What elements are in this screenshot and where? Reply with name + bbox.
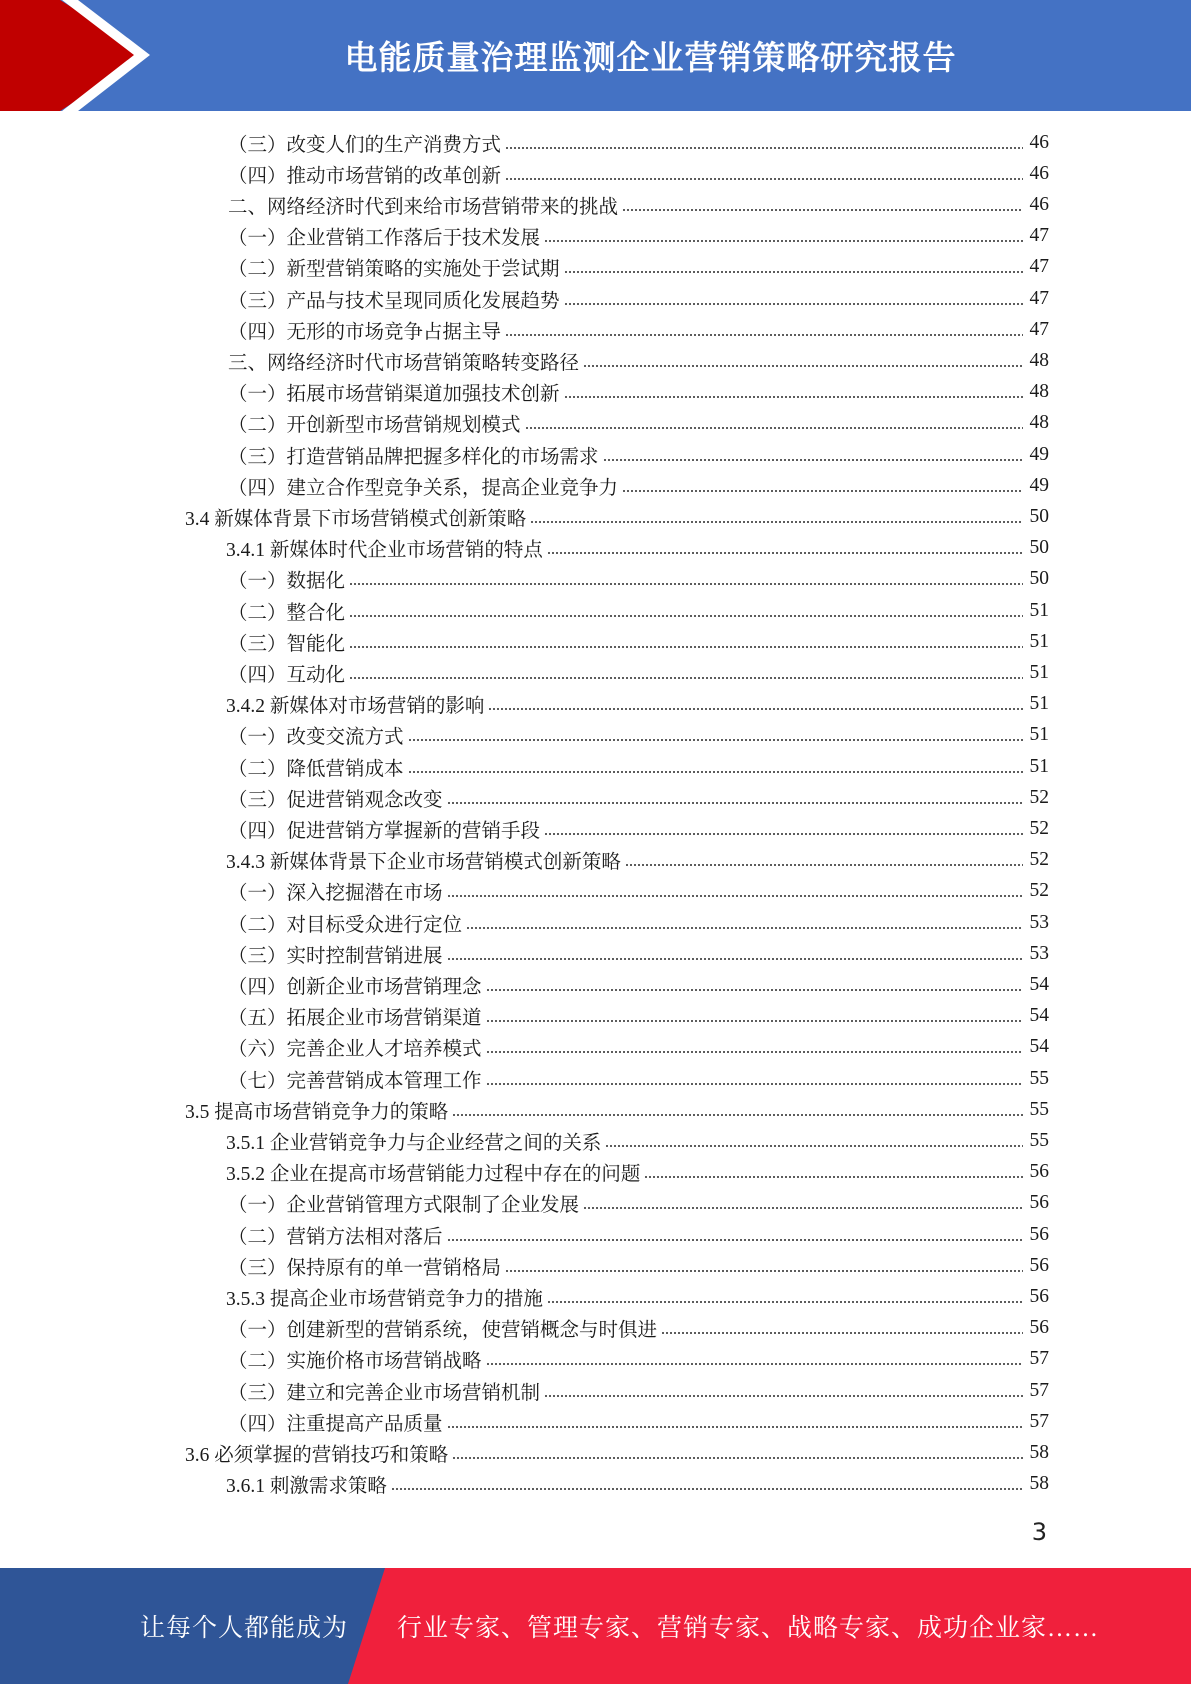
toc-dot-leader xyxy=(486,1017,1023,1025)
toc-entry[interactable] xyxy=(228,1344,1049,1375)
toc-dot-leader xyxy=(466,924,1023,932)
toc-entry-page: 51 xyxy=(1029,724,1049,746)
toc-entry[interactable] xyxy=(228,720,1049,751)
toc-dot-leader xyxy=(661,1329,1023,1337)
toc-entry-title: （一）企业营销管理方式限制了企业发展 xyxy=(228,1195,580,1217)
toc-entry[interactable] xyxy=(228,1219,1049,1250)
toc-entry-page: 56 xyxy=(1029,1223,1049,1245)
toc-entry-page: 50 xyxy=(1029,505,1049,527)
toc-entry-page: 55 xyxy=(1029,1098,1049,1120)
toc-entry-page: 51 xyxy=(1029,630,1049,652)
toc-entry-title: （三）打造营销品牌把握多样化的市场需求 xyxy=(228,446,599,468)
toc-entry-page: 56 xyxy=(1029,1192,1049,1214)
toc-entry-title: （三）建立和完善企业市场营销机制 xyxy=(228,1382,541,1404)
toc-dot-leader xyxy=(408,768,1023,776)
toc-entry[interactable] xyxy=(226,1281,1049,1312)
toc-dot-leader xyxy=(349,612,1023,620)
toc-entry-title: （一）深入挖掘潜在市场 xyxy=(228,883,443,905)
toc-dot-leader xyxy=(644,1173,1023,1181)
toc-entry-page: 46 xyxy=(1029,193,1049,215)
toc-dot-leader xyxy=(505,144,1023,152)
toc-dot-leader xyxy=(583,1204,1023,1212)
toc-entry-page: 56 xyxy=(1029,1285,1049,1307)
toc-entry-page: 48 xyxy=(1029,381,1049,403)
toc-entry-title: （六）完善企业人才培养模式 xyxy=(228,1039,482,1061)
toc-entry-title: （四）推动市场营销的改革创新 xyxy=(228,165,502,187)
toc-entry-title: 三、网络经济时代市场营销策略转变路径 xyxy=(228,352,580,374)
toc-entry-title: （三）保持原有的单一营销格局 xyxy=(228,1257,502,1279)
footer-slogan-left: 让每个人都能成为 xyxy=(140,1615,349,1642)
toc-entry-title: （三）改变人们的生产消费方式 xyxy=(228,134,502,156)
toc-dot-leader xyxy=(349,674,1023,682)
toc-entry[interactable] xyxy=(228,969,1049,1000)
toc-entry-title: 3.5.1 企业营销竞争力与企业经营之间的关系 xyxy=(226,1132,602,1154)
toc-entry-page: 58 xyxy=(1029,1441,1049,1463)
toc-entry[interactable] xyxy=(185,1437,1049,1468)
toc-dot-leader xyxy=(488,705,1023,713)
toc-entry[interactable] xyxy=(228,127,1049,158)
toc-dot-leader xyxy=(544,237,1023,245)
toc-dot-leader xyxy=(530,518,1023,526)
toc-entry-page: 50 xyxy=(1029,537,1049,559)
toc-entry[interactable] xyxy=(226,1469,1049,1500)
toc-dot-leader xyxy=(486,986,1023,994)
toc-entry-page: 49 xyxy=(1029,443,1049,465)
toc-entry-page: 50 xyxy=(1029,568,1049,590)
toc-entry-title: （三）促进营销观念改变 xyxy=(228,789,443,811)
toc-entry[interactable] xyxy=(228,782,1049,813)
toc-dot-leader xyxy=(447,1236,1023,1244)
toc-entry-page: 52 xyxy=(1029,817,1049,839)
toc-dot-leader xyxy=(447,955,1023,963)
toc-entry-page: 51 xyxy=(1029,599,1049,621)
page-number: 3 xyxy=(1031,1518,1047,1546)
toc-entry[interactable] xyxy=(228,813,1049,844)
toc-dot-leader xyxy=(447,1423,1023,1431)
toc-entry[interactable] xyxy=(228,626,1049,657)
toc-entry-page: 56 xyxy=(1029,1254,1049,1276)
toc-entry-title: （四）创新企业市场营销理念 xyxy=(228,976,482,998)
toc-entry[interactable] xyxy=(228,345,1049,376)
toc-dot-leader xyxy=(547,549,1023,557)
toc-entry[interactable] xyxy=(228,1406,1049,1437)
toc-entry[interactable] xyxy=(228,1250,1049,1281)
toc-entry-title: （五）拓展企业市场营销渠道 xyxy=(228,1008,482,1030)
toc-dot-leader xyxy=(486,1080,1023,1088)
toc-entry-title: （二）整合化 xyxy=(228,602,346,624)
toc-entry-page: 47 xyxy=(1029,225,1049,247)
toc-entry-page: 49 xyxy=(1029,474,1049,496)
toc-entry-title: （三）产品与技术呈现同质化发展趋势 xyxy=(228,290,560,312)
toc-dot-leader xyxy=(625,861,1023,869)
toc-dot-leader xyxy=(544,830,1023,838)
toc-dot-leader xyxy=(603,456,1023,464)
toc-entry[interactable] xyxy=(226,845,1049,876)
toc-dot-leader xyxy=(525,424,1023,432)
toc-entry-title: 3.4.1 新媒体时代企业市场营销的特点 xyxy=(226,540,543,562)
red-arrow-decoration xyxy=(0,0,160,111)
toc-entry[interactable] xyxy=(228,876,1049,907)
toc-dot-leader xyxy=(349,643,1023,651)
toc-entry-page: 53 xyxy=(1029,942,1049,964)
toc-dot-leader xyxy=(505,175,1023,183)
toc-entry-title: （一）数据化 xyxy=(228,571,346,593)
toc-entry-title: （四）注重提高产品质量 xyxy=(228,1413,443,1435)
toc-dot-leader xyxy=(547,1298,1023,1306)
toc-entry-title: （四）建立合作型竞争关系，提高企业竞争力 xyxy=(228,477,619,499)
footer-slogan-right: 行业专家、管理专家、营销专家、战略专家、成功企业家…… xyxy=(397,1615,1100,1642)
toc-dot-leader xyxy=(505,1267,1023,1275)
toc-entry-page: 55 xyxy=(1029,1129,1049,1151)
toc-entry-title: 3.4.3 新媒体背景下企业市场营销模式创新策略 xyxy=(226,852,621,874)
toc-entry-title: （二）对目标受众进行定位 xyxy=(228,914,463,936)
toc-entry-title: 3.6 必须掌握的营销技巧和策略 xyxy=(185,1444,449,1466)
toc-entry[interactable] xyxy=(228,221,1049,252)
toc-entry-title: （二）实施价格市场营销战略 xyxy=(228,1351,482,1373)
toc-entry-page: 55 xyxy=(1029,1067,1049,1089)
toc-dot-leader xyxy=(486,1048,1023,1056)
toc-entry-page: 52 xyxy=(1029,786,1049,808)
toc-entry-page: 57 xyxy=(1029,1348,1049,1370)
toc-entry[interactable] xyxy=(228,1188,1049,1219)
toc-entry-page: 58 xyxy=(1029,1473,1049,1495)
toc-entry[interactable] xyxy=(228,189,1049,220)
toc-dot-leader xyxy=(486,1360,1023,1368)
toc-entry-page: 47 xyxy=(1029,256,1049,278)
toc-entry[interactable] xyxy=(226,533,1049,564)
toc-entry[interactable] xyxy=(228,252,1049,283)
toc-entry[interactable] xyxy=(228,1032,1049,1063)
toc-entry-title: 3.5.3 提高企业市场营销竞争力的措施 xyxy=(226,1288,543,1310)
toc-entry[interactable] xyxy=(226,689,1049,720)
toc-dot-leader xyxy=(349,580,1023,588)
toc-entry-page: 53 xyxy=(1029,911,1049,933)
toc-entry-page: 52 xyxy=(1029,849,1049,871)
document-title: 电能质量治理监测企业营销策略研究报告 xyxy=(344,38,957,77)
toc-entry[interactable] xyxy=(228,1375,1049,1406)
toc-entry-page: 54 xyxy=(1029,973,1049,995)
toc-entry[interactable] xyxy=(228,1313,1049,1344)
toc-entry[interactable] xyxy=(226,1125,1049,1156)
toc-entry-title: （一）改变交流方式 xyxy=(228,727,404,749)
toc-entry[interactable] xyxy=(228,1063,1049,1094)
toc-entry[interactable] xyxy=(228,751,1049,782)
toc-entry-page: 57 xyxy=(1029,1379,1049,1401)
toc-entry[interactable] xyxy=(228,314,1049,345)
toc-entry-title: （三）实时控制营销进展 xyxy=(228,945,443,967)
toc-entry[interactable] xyxy=(228,158,1049,189)
toc-entry-page: 56 xyxy=(1029,1161,1049,1183)
toc-entry-title: 3.6.1 刺激需求策略 xyxy=(226,1476,387,1498)
toc-entry-page: 51 xyxy=(1029,661,1049,683)
toc-entry[interactable] xyxy=(228,377,1049,408)
toc-dot-leader xyxy=(564,300,1023,308)
toc-entry[interactable] xyxy=(185,501,1049,532)
toc-entry-title: （二）新型营销策略的实施处于尝试期 xyxy=(228,259,560,281)
toc-entry-title: （四）无形的市场竞争占据主导 xyxy=(228,321,502,343)
toc-entry-page: 54 xyxy=(1029,1036,1049,1058)
toc-dot-leader xyxy=(505,331,1023,339)
toc-entry-page: 57 xyxy=(1029,1410,1049,1432)
toc-dot-leader xyxy=(452,1454,1023,1462)
toc-entry-title: （一）企业营销工作落后于技术发展 xyxy=(228,228,541,250)
toc-entry-page: 52 xyxy=(1029,880,1049,902)
toc-entry[interactable] xyxy=(228,1001,1049,1032)
toc-entry[interactable] xyxy=(228,595,1049,626)
toc-dot-leader xyxy=(544,1392,1023,1400)
toc-entry[interactable] xyxy=(228,439,1049,470)
toc-dot-leader xyxy=(583,362,1023,370)
toc-dot-leader xyxy=(452,1111,1023,1119)
toc-entry-title: （四）促进营销方掌握新的营销手段 xyxy=(228,820,541,842)
toc-dot-leader xyxy=(564,268,1023,276)
toc-entry[interactable] xyxy=(228,408,1049,439)
toc-entry-page: 51 xyxy=(1029,693,1049,715)
toc-entry-page: 54 xyxy=(1029,1005,1049,1027)
toc-entry-page: 48 xyxy=(1029,412,1049,434)
page-footer xyxy=(0,1568,1191,1684)
toc-entry-title: 3.5.2 企业在提高市场营销能力过程中存在的问题 xyxy=(226,1164,641,1186)
toc-entry[interactable] xyxy=(185,1094,1049,1125)
toc-entry-page: 51 xyxy=(1029,755,1049,777)
toc-dot-leader xyxy=(391,1485,1023,1493)
toc-entry[interactable] xyxy=(228,283,1049,314)
toc-dot-leader xyxy=(408,736,1023,744)
toc-entry-title: （四）互动化 xyxy=(228,664,346,686)
toc-entry-title: 3.4.2 新媒体对市场营销的影响 xyxy=(226,696,485,718)
toc-entry-page: 47 xyxy=(1029,318,1049,340)
toc-dot-leader xyxy=(447,799,1023,807)
toc-dot-leader xyxy=(447,892,1023,900)
toc-entry-title: （二）营销方法相对落后 xyxy=(228,1226,443,1248)
toc-entry[interactable] xyxy=(228,564,1049,595)
toc-entry-title: （二）降低营销成本 xyxy=(228,758,404,780)
toc-dot-leader xyxy=(622,206,1023,214)
toc-entry-page: 56 xyxy=(1029,1317,1049,1339)
page-header xyxy=(0,0,1191,111)
toc-entry[interactable] xyxy=(228,938,1049,969)
toc-entry-page: 46 xyxy=(1029,131,1049,153)
toc-dot-leader xyxy=(564,393,1023,401)
toc-entry-title: 3.5 提高市场营销竞争力的策略 xyxy=(185,1101,449,1123)
toc-entry-title: 二、网络经济时代到来给市场营销带来的挑战 xyxy=(228,196,619,218)
toc-entry-title: （一）拓展市场营销渠道加强技术创新 xyxy=(228,384,560,406)
toc-dot-leader xyxy=(605,1142,1023,1150)
toc-entry[interactable] xyxy=(228,470,1049,501)
toc-entry-title: 3.4 新媒体背景下市场营销模式创新策略 xyxy=(185,508,527,530)
toc-entry[interactable] xyxy=(226,1157,1049,1188)
toc-entry-page: 46 xyxy=(1029,162,1049,184)
toc-entry-title: （一）创建新型的营销系统，使营销概念与时俱进 xyxy=(228,1320,658,1342)
toc-entry-title: （二）开创新型市场营销规划模式 xyxy=(228,415,521,437)
toc-entry-title: （七）完善营销成本管理工作 xyxy=(228,1070,482,1092)
toc-entry-title: （三）智能化 xyxy=(228,633,346,655)
toc-entry[interactable] xyxy=(228,657,1049,688)
toc-entry-page: 48 xyxy=(1029,349,1049,371)
toc-entry[interactable] xyxy=(228,907,1049,938)
toc-entry-page: 47 xyxy=(1029,287,1049,309)
toc-dot-leader xyxy=(622,487,1023,495)
